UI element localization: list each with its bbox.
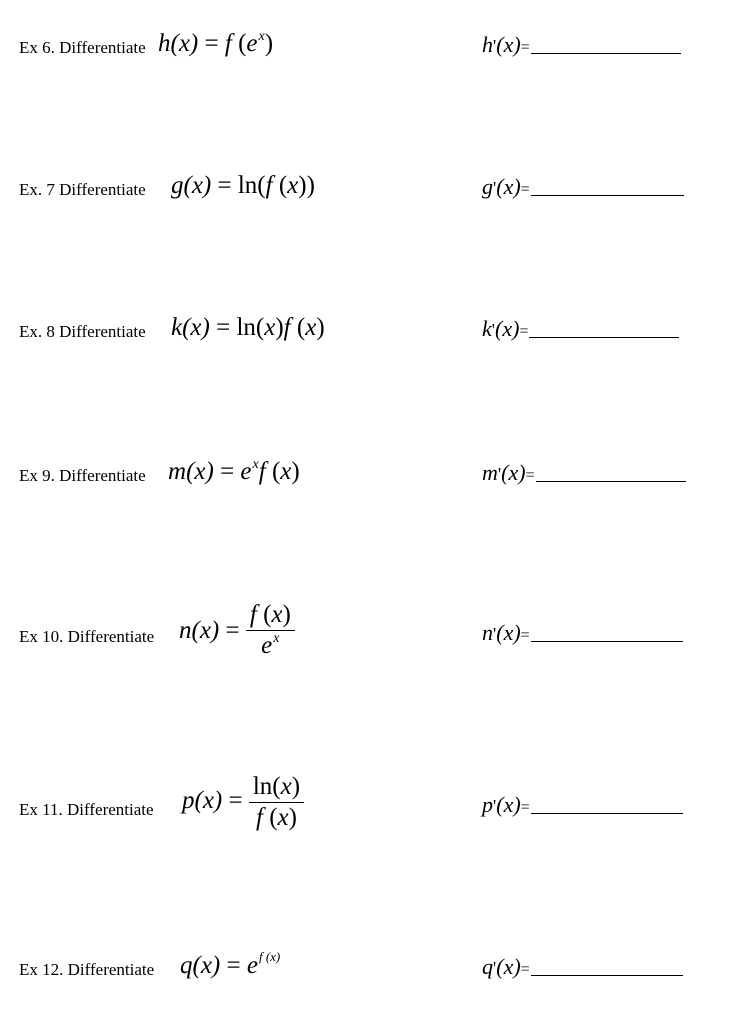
problem-6 xyxy=(0,28,744,88)
problem-equation: h(x) = f $(e^x)$ xyxy=(158,29,274,57)
answer-line xyxy=(536,481,686,482)
problem-9 xyxy=(0,456,744,516)
answer-blank[interactable]: n'(x)= xyxy=(482,620,683,646)
problem-11 xyxy=(0,772,744,842)
problem-label: Ex. 7 Differentiate xyxy=(19,180,146,199)
problem-label: Ex 11. Differentiate xyxy=(19,800,154,819)
answer-line xyxy=(531,53,681,54)
problem-12 xyxy=(0,950,744,1010)
answer-blank[interactable]: k'(x)= xyxy=(482,316,679,342)
problem-equation: p(x) = $\frac{\ln(x)}{f (x)}$ xyxy=(182,772,304,833)
problem-10 xyxy=(0,600,744,670)
problem-8 xyxy=(0,312,744,372)
answer-blank[interactable]: m'(x)= xyxy=(482,460,686,486)
problem-7 xyxy=(0,170,744,230)
answer-line xyxy=(529,337,679,338)
problem-label: Ex 10. Differentiate xyxy=(19,627,155,646)
answer-line xyxy=(531,641,683,642)
problem-label: Ex 9. Differentiate xyxy=(19,466,146,485)
fraction: $\frac{\ln(x)}{f (x)}$ xyxy=(249,772,304,833)
answer-blank[interactable]: q'(x)= xyxy=(482,954,683,980)
problem-equation: $m(x) = e^xf$ (x) xyxy=(168,457,300,485)
answer-blank[interactable]: h'(x)= xyxy=(482,32,681,58)
problem-equation: k(x) = ln(x)f (x) xyxy=(171,314,325,341)
answer-line xyxy=(531,975,683,976)
answer-blank[interactable]: g'(x)= xyxy=(482,174,684,200)
answer-line xyxy=(531,813,683,814)
problem-label: Ex 12. Differentiate xyxy=(19,960,155,979)
problem-label: Ex 6. Differentiate xyxy=(19,38,146,57)
fraction: $\frac{f (x)}{e^x}$ xyxy=(246,600,295,665)
answer-line xyxy=(531,195,684,196)
problem-equation: g(x) = ln(f (x)) xyxy=(171,172,315,199)
problem-equation: $q(x) = e^{f (x)}$ xyxy=(180,949,281,979)
answer-blank[interactable]: p'(x)= xyxy=(482,792,683,818)
problem-label: Ex. 8 Differentiate xyxy=(19,322,146,341)
problem-equation: n(x) = $\frac{f (x)}{e^x}$ xyxy=(179,600,295,665)
